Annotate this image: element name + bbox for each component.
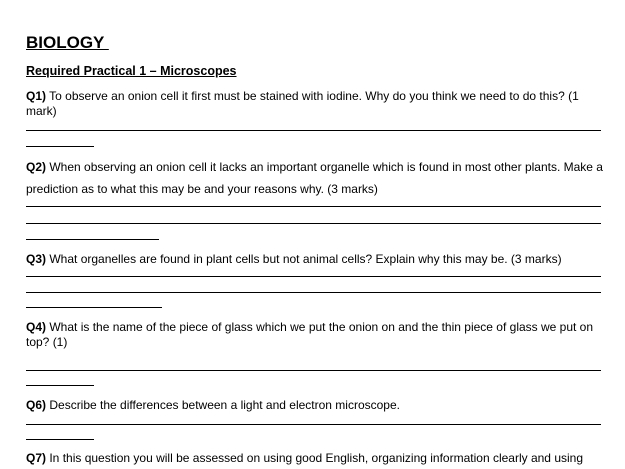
question-number: Q3) xyxy=(26,252,47,266)
question-text: To observe an onion cell it first must be stained with iodine. Why do you think we need to do this? (1 mark) xyxy=(26,89,579,118)
answer-line[interactable] xyxy=(26,130,601,131)
question-text: Describe the differences between a light and electron microscope. xyxy=(46,398,400,412)
question-text: In this question you will be assessed on using good English, organizing information clearly and using xyxy=(46,451,584,465)
practical-heading: Required Practical 1 – Microscopes xyxy=(26,64,237,78)
question-7 xyxy=(26,451,606,466)
question-2 xyxy=(26,156,606,200)
question-number: Q4) xyxy=(26,320,47,334)
question-6 xyxy=(26,398,606,413)
question-4 xyxy=(26,320,606,350)
question-3 xyxy=(26,252,606,267)
answer-line[interactable] xyxy=(26,424,601,425)
answer-line[interactable] xyxy=(26,206,601,207)
answer-line-short[interactable] xyxy=(26,146,94,147)
answer-line[interactable] xyxy=(26,276,601,277)
question-number: Q1) xyxy=(26,89,47,103)
question-text: What is the name of the piece of glass which we put the onion on and the thin piece of glass we put on top? (1) xyxy=(26,320,594,349)
answer-line[interactable] xyxy=(26,292,601,293)
answer-line[interactable] xyxy=(26,223,601,224)
answer-line[interactable] xyxy=(26,370,601,371)
answer-line-short[interactable] xyxy=(26,439,94,440)
question-number: Q2) xyxy=(26,160,47,174)
answer-line-short[interactable] xyxy=(26,239,159,240)
question-number: Q6) xyxy=(26,398,47,412)
answer-line-short[interactable] xyxy=(26,385,94,386)
question-text: When observing an onion cell it lacks an important organelle which is found in most other plants. Make a prediction as to what this may be and your reasons why. (3 marks) xyxy=(26,160,603,196)
answer-line-short[interactable] xyxy=(26,307,162,308)
document-title: BIOLOGY xyxy=(26,33,109,52)
question-number: Q7) xyxy=(26,451,47,465)
question-1 xyxy=(26,89,606,119)
question-text: What organelles are found in plant cells but not animal cells? Explain why this may be. (3 marks) xyxy=(46,252,562,266)
